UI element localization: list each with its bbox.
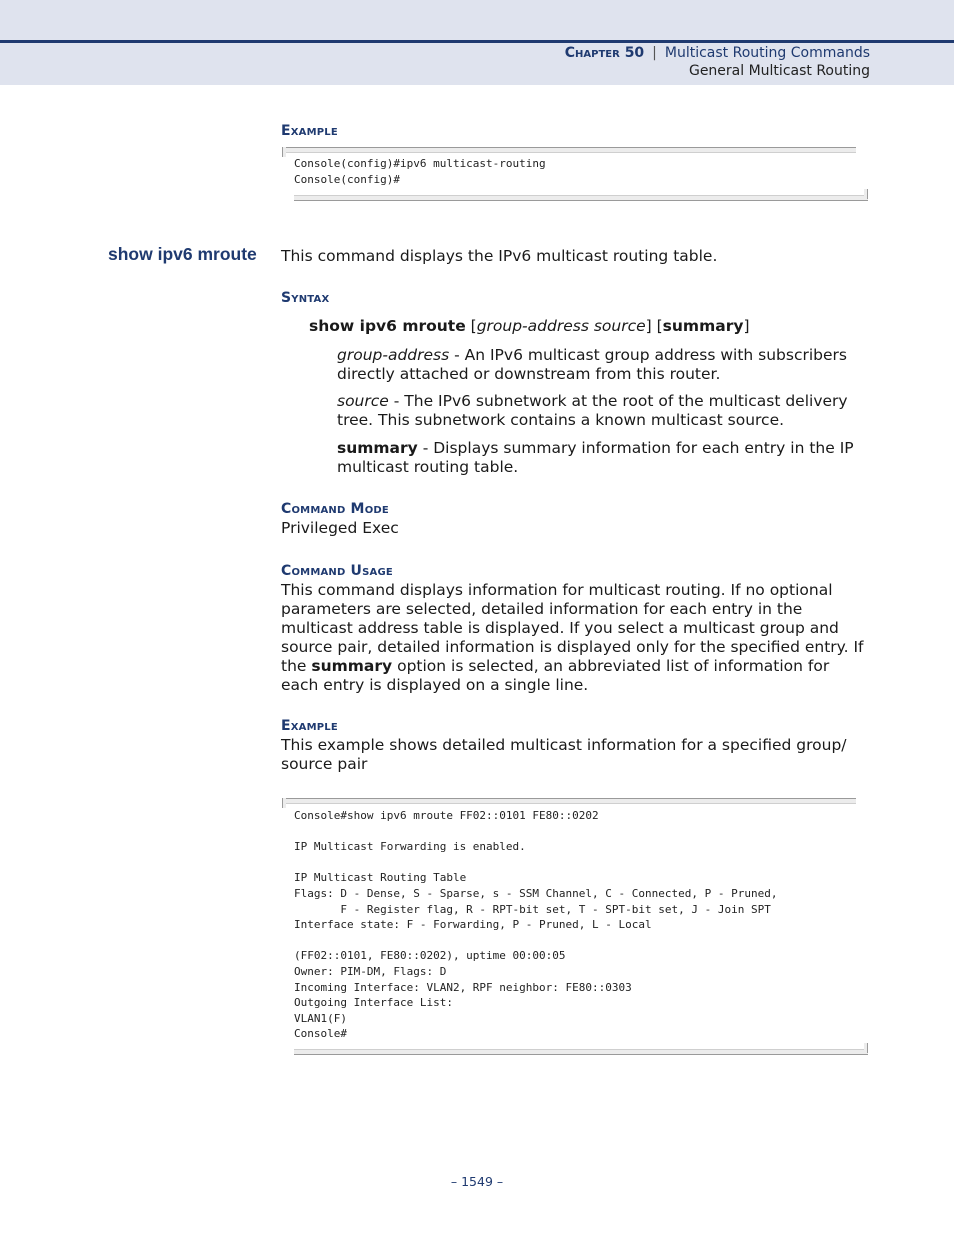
param-term: summary bbox=[337, 439, 418, 457]
code-right-tick bbox=[864, 189, 868, 199]
command-usage-text bbox=[281, 581, 871, 695]
usage-text-after: option is selected, an abbreviated list of information for each entry is displayed on a single line. bbox=[281, 657, 830, 694]
section-title: General Multicast Routing bbox=[688, 63, 870, 79]
command-title: show ipv6 mroute bbox=[108, 244, 257, 264]
command-description: This command displays the IPv6 multicast routing table. bbox=[281, 247, 718, 265]
param-summary bbox=[337, 439, 869, 477]
command-mode-heading: Command Mode bbox=[281, 501, 389, 517]
syntax-command: show ipv6 mroute bbox=[309, 317, 466, 335]
syntax-args: group-address source bbox=[476, 317, 646, 335]
code-top-rule bbox=[282, 147, 856, 153]
usage-bold: summary bbox=[311, 657, 393, 675]
header-chapter-line bbox=[565, 45, 870, 61]
syntax-line bbox=[309, 317, 750, 336]
syntax-bracket-open: [ bbox=[465, 317, 477, 335]
code-top-rule bbox=[282, 798, 856, 804]
usage-text-before: This command displays information for multicast routing. If no optional parameters are selected, detailed information for each entry in the multicast address table is displayed. If you select a multicast group and source pair, detailed information is displayed only for the specified entry. If the bbox=[281, 581, 864, 675]
code-block-1 bbox=[282, 147, 868, 202]
param-term: source bbox=[337, 392, 389, 410]
param-desc: - Displays summary information for each entry in the IP multicast routing table. bbox=[337, 439, 854, 476]
example-description: This example shows detailed multicast information for a specified group/ source pair bbox=[281, 736, 847, 773]
page-number: – 1549 – bbox=[450, 1174, 504, 1189]
command-usage-heading: Command Usage bbox=[281, 563, 393, 579]
code-left-tick bbox=[282, 147, 286, 157]
header-separator: | bbox=[652, 45, 657, 61]
command-mode-text: Privileged Exec bbox=[281, 519, 399, 537]
param-group-address bbox=[337, 346, 869, 384]
example-heading-1: Example bbox=[281, 123, 338, 139]
syntax-bracket-mid: ] [ bbox=[645, 317, 663, 335]
header-rule bbox=[0, 40, 954, 43]
example-heading-2: Example bbox=[281, 718, 338, 734]
param-source bbox=[337, 392, 869, 430]
code-left-tick bbox=[282, 798, 286, 808]
syntax-heading: Syntax bbox=[281, 290, 330, 306]
chapter-title: Multicast Routing Commands bbox=[664, 45, 870, 61]
code-bottom-rule bbox=[294, 1049, 868, 1055]
param-desc: - The IPv6 subnetwork at the root of the multicast delivery tree. This subnetwork contains a known multicast source. bbox=[337, 392, 848, 429]
syntax-keyword: summary bbox=[662, 317, 744, 335]
syntax-bracket-close: ] bbox=[743, 317, 750, 335]
param-desc: - An IPv6 multicast group address with subscribers directly attached or downstream from this router. bbox=[337, 346, 847, 383]
code-bottom-rule bbox=[294, 195, 868, 201]
code-block-2 bbox=[282, 798, 868, 1056]
code-text-2: Console#show ipv6 mroute FF02::0101 FE80::0202 IP Multicast Forwarding is enabled. IP Multicast Routing Table Flags: D - Dense, S - Sparse, s - SSM Channel, C - Connected, P - Pruned, F - Register flag, R - RPT-bit set, T - SPT-bit set, J - Join SPT Interface state: F - Forwarding, P - Pruned, L - Local (FF02::0101, FE80::0202), uptime 00:00:05 Owner: PIM-DM, Flags: D Incoming Interface: VLAN2, RPF neighbor: FE80::0303 Outgoing Interface List: VLAN1(F) Console# bbox=[294, 809, 778, 1041]
code-right-tick bbox=[864, 1043, 868, 1053]
chapter-label: Chapter 50 bbox=[564, 45, 645, 61]
param-term: group-address bbox=[337, 346, 450, 364]
code-text-1: Console(config)#ipv6 multicast-routing Console(config)# bbox=[294, 157, 546, 186]
